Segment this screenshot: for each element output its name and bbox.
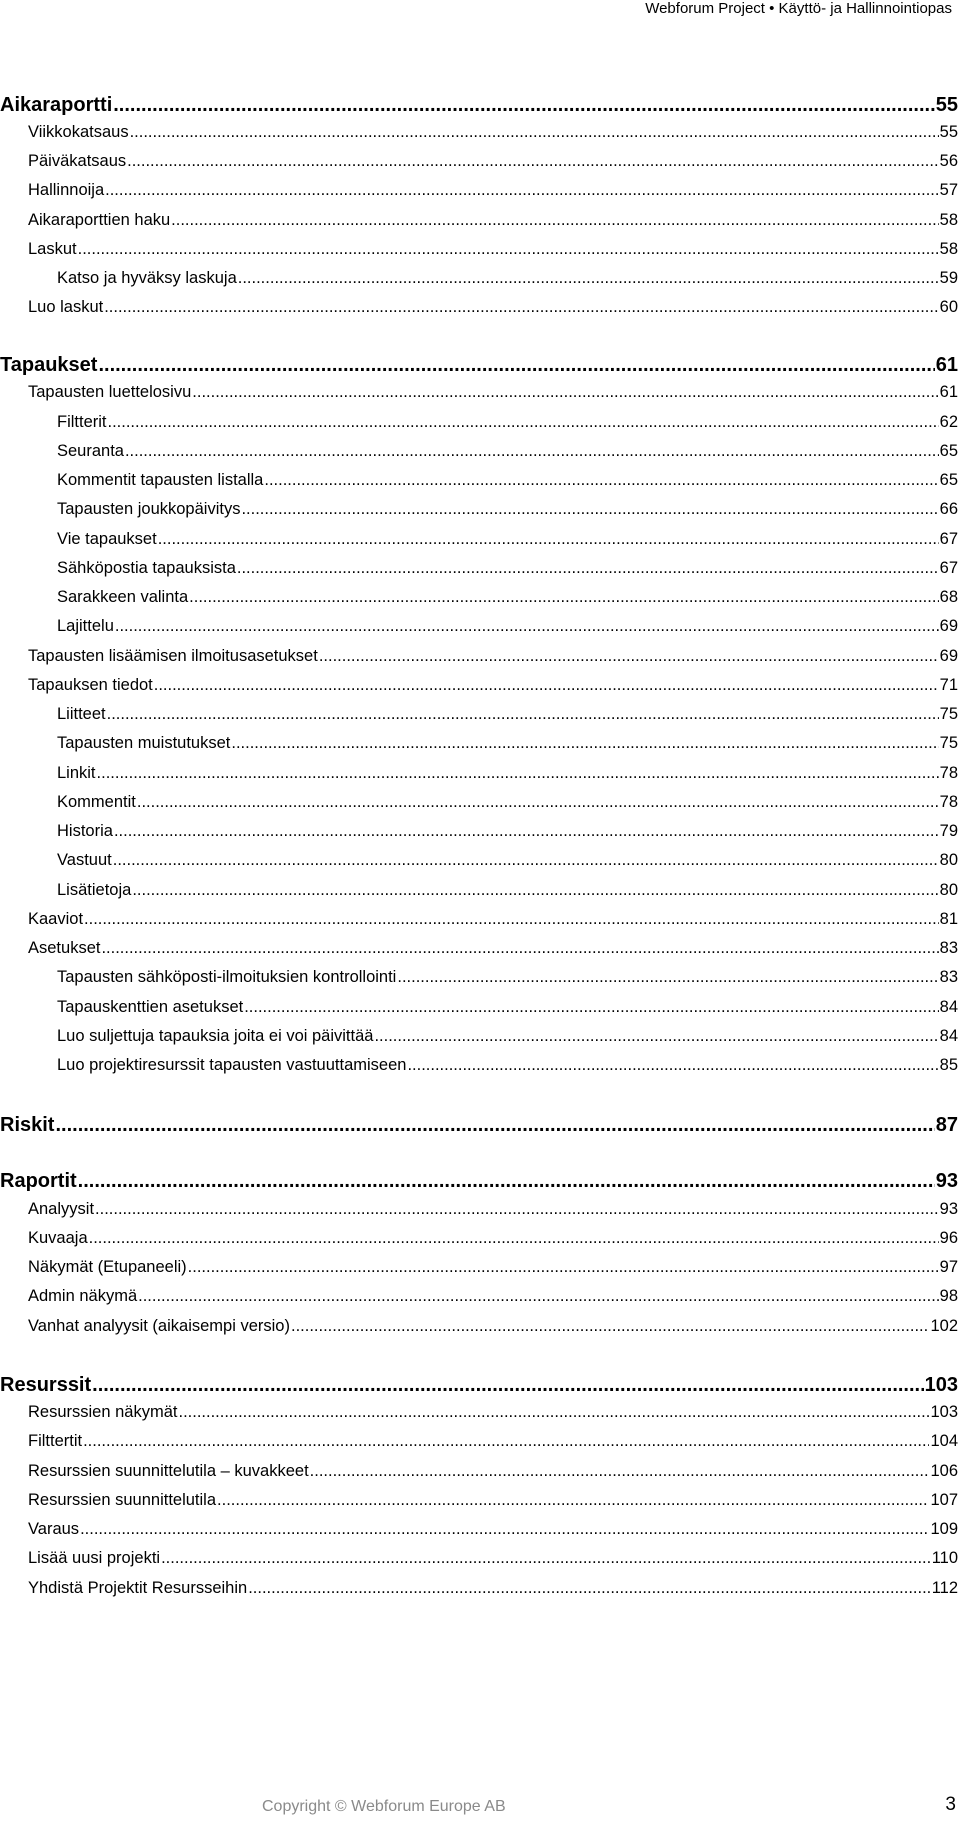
toc-page-number: 80 — [939, 851, 958, 869]
toc-entry-title: Viikkokatsaus — [28, 123, 129, 141]
toc-entry-title: Kommentit tapausten listalla — [57, 471, 264, 489]
toc-entry-title: Tapauskenttien asetukset — [57, 998, 244, 1016]
toc-entry[interactable] — [0, 181, 958, 200]
toc-entry-title: Kaaviot — [28, 910, 84, 928]
toc-entry[interactable] — [0, 1287, 958, 1306]
toc-entry-title: Lisätietoja — [57, 881, 132, 899]
toc-dot-leader — [161, 1549, 931, 1568]
toc-dot-leader — [113, 851, 939, 870]
toc-page-number: 75 — [939, 705, 958, 723]
toc-page-number: 87 — [935, 1114, 958, 1136]
toc-dot-leader — [238, 269, 939, 288]
toc-entry-title: Tapausten lisäämisen ilmoitusasetukset — [28, 647, 318, 665]
toc-dot-leader — [188, 1258, 939, 1277]
toc-page-number: 93 — [935, 1170, 958, 1192]
toc-entry-title: Asetukset — [28, 939, 101, 957]
toc-page-number: 78 — [939, 764, 958, 782]
toc-dot-leader — [132, 881, 938, 900]
toc-entry[interactable] — [0, 647, 958, 666]
toc-dot-leader — [407, 1056, 938, 1075]
toc-page-number: 109 — [930, 1520, 958, 1538]
toc-dot-leader — [291, 1317, 929, 1336]
toc-dot-leader — [310, 1462, 930, 1481]
toc-chapter[interactable] — [0, 94, 958, 117]
toc-entry[interactable] — [0, 1200, 958, 1219]
toc-dot-leader — [244, 998, 938, 1017]
toc-chapter[interactable] — [0, 1170, 958, 1193]
toc-page-number: 83 — [939, 939, 958, 957]
toc-entry-title: Aikaraporttien haku — [28, 211, 171, 229]
toc-page-number: 96 — [939, 1229, 958, 1247]
toc-page-number: 104 — [930, 1432, 958, 1450]
toc-dot-leader — [101, 939, 938, 958]
toc-entry-title: Laskut — [28, 240, 77, 258]
toc-entry[interactable] — [0, 910, 958, 929]
toc-entry-title: Linkit — [57, 764, 96, 782]
toc-entry-title: Lisää uusi projekti — [28, 1549, 161, 1567]
toc-page-number: 106 — [930, 1462, 958, 1480]
toc-entry[interactable] — [0, 939, 958, 958]
toc-entry-title: Näkymät (Etupaneeli) — [28, 1258, 187, 1276]
toc-entry[interactable] — [0, 968, 958, 987]
toc-entry[interactable] — [0, 881, 958, 900]
toc-page-number: 68 — [939, 588, 958, 606]
copyright-text: Copyright © Webforum Europe AB — [262, 1798, 506, 1815]
toc-dot-leader — [107, 705, 939, 724]
toc-page-number: 80 — [939, 881, 958, 899]
toc-page-number: 81 — [939, 910, 958, 928]
toc-entry-title: Seuranta — [57, 442, 124, 460]
page-footer — [0, 1796, 958, 1818]
toc-entry-title: Kuvaaja — [28, 1229, 88, 1247]
toc-entry-title: Hallinnoija — [28, 181, 105, 199]
toc-entry-title: Historia — [57, 822, 113, 840]
toc-entry[interactable] — [0, 152, 958, 171]
toc-entry[interactable] — [0, 1027, 958, 1046]
toc-dot-leader — [80, 1520, 929, 1539]
page-number: 3 — [945, 1794, 956, 1815]
toc-entry-title: Sarakkeen valinta — [57, 588, 189, 606]
toc-page-number: 67 — [939, 559, 958, 577]
toc-dot-leader — [104, 298, 938, 317]
toc-entry[interactable] — [0, 1403, 958, 1422]
toc-entry[interactable] — [0, 705, 958, 724]
toc-dot-leader — [178, 1403, 929, 1422]
toc-dot-leader — [89, 1229, 939, 1248]
toc-entry-title: Luo projektiresurssit tapausten vastuuttamiseen — [57, 1056, 407, 1074]
toc-entry-title: Liitteet — [57, 705, 106, 723]
toc-dot-leader — [154, 676, 939, 695]
toc-dot-leader — [158, 530, 939, 549]
toc-entry-title: Tapaukset — [0, 354, 98, 376]
toc-entry-title: Tapausten luettelosivu — [28, 383, 192, 401]
toc-dot-leader — [264, 471, 938, 490]
toc-entry[interactable] — [0, 851, 958, 870]
toc-entry-title: Resurssit — [0, 1374, 92, 1396]
toc-entry[interactable] — [0, 1229, 958, 1248]
toc-entry[interactable] — [0, 1317, 958, 1336]
toc-dot-leader — [108, 413, 939, 432]
toc-page-number: 66 — [939, 500, 958, 518]
toc-entry-title: Filttertit — [28, 1432, 83, 1450]
toc-entry-title: Päiväkatsaus — [28, 152, 127, 170]
toc-entry-title: Lajittelu — [57, 617, 114, 635]
toc-page-number: 103 — [924, 1374, 958, 1396]
toc-entry-title: Katso ja hyväksy laskuja — [57, 269, 237, 287]
toc-entry[interactable] — [0, 298, 958, 317]
toc-page-number: 98 — [939, 1287, 958, 1305]
toc-entry-title: Resurssien suunnittelutila — [28, 1491, 217, 1509]
toc-page-number: 57 — [939, 181, 958, 199]
toc-page-number: 107 — [930, 1491, 958, 1509]
toc-entry[interactable] — [0, 1258, 958, 1277]
toc-chapter[interactable] — [0, 354, 958, 377]
toc-dot-leader — [241, 500, 938, 519]
toc-entry[interactable] — [0, 471, 958, 490]
toc-entry-title: Raportit — [0, 1170, 77, 1192]
toc-page-number: 59 — [939, 269, 958, 287]
toc-entry-title: Vanhat analyysit (aikaisempi versio) — [28, 1317, 290, 1335]
toc-entry[interactable] — [0, 383, 958, 402]
toc-dot-leader — [130, 123, 939, 142]
toc-page-number: 58 — [939, 211, 958, 229]
toc-page-number: 61 — [935, 354, 958, 376]
toc-chapter[interactable] — [0, 1114, 958, 1137]
toc-page-number: 65 — [939, 471, 958, 489]
page-header-title: Webforum Project • Käyttö- ja Hallinnointiopas — [645, 0, 952, 17]
toc-entry[interactable] — [0, 1462, 958, 1481]
toc-entry-title: Filtterit — [57, 413, 107, 431]
toc-dot-leader — [248, 1579, 931, 1598]
toc-page-number: 85 — [939, 1056, 958, 1074]
toc-page-number: 93 — [939, 1200, 958, 1218]
toc-entry-title: Yhdistä Projektit Resursseihin — [28, 1579, 248, 1597]
toc-dot-leader — [78, 1170, 935, 1193]
toc-dot-leader — [105, 181, 939, 200]
toc-page-number: 58 — [939, 240, 958, 258]
toc-dot-leader — [171, 211, 938, 230]
toc-page-number: 61 — [939, 383, 958, 401]
toc-page-number: 67 — [939, 530, 958, 548]
toc-dot-leader — [97, 764, 939, 783]
toc-page-number: 112 — [931, 1579, 958, 1597]
toc-dot-leader — [127, 152, 939, 171]
toc-page-number: 55 — [939, 123, 958, 141]
toc-entry-title: Aikaraportti — [0, 94, 113, 116]
toc-entry[interactable] — [0, 413, 958, 432]
toc-dot-leader — [397, 968, 938, 987]
toc-entry[interactable] — [0, 822, 958, 841]
toc-page-number: 56 — [939, 152, 958, 170]
toc-chapter[interactable] — [0, 1374, 958, 1397]
toc-entry-title: Riskit — [0, 1114, 55, 1136]
toc-page-number: 110 — [931, 1549, 958, 1567]
toc-entry[interactable] — [0, 588, 958, 607]
toc-dot-leader — [84, 910, 939, 929]
toc-page-number: 55 — [935, 94, 958, 116]
toc-entry-title: Luo suljettuja tapauksia joita ei voi päivittää — [57, 1027, 374, 1045]
toc-page-number: 84 — [939, 998, 958, 1016]
toc-entry[interactable] — [0, 269, 958, 288]
toc-entry[interactable] — [0, 1432, 958, 1451]
toc-entry-title: Varaus — [28, 1520, 80, 1538]
toc-entry[interactable] — [0, 500, 958, 519]
toc-dot-leader — [95, 1200, 939, 1219]
toc-entry-title: Sähköpostia tapauksista — [57, 559, 236, 577]
toc-entry[interactable] — [0, 1056, 958, 1075]
toc-entry[interactable] — [0, 793, 958, 812]
toc-dot-leader — [113, 94, 935, 117]
toc-entry-title: Admin näkymä — [28, 1287, 138, 1305]
toc-dot-leader — [189, 588, 938, 607]
toc-entry[interactable] — [0, 617, 958, 636]
toc-dot-leader — [137, 793, 939, 812]
toc-dot-leader — [138, 1287, 939, 1306]
toc-entry-title: Tapausten joukkopäivitys — [57, 500, 241, 518]
toc-page-number: 79 — [939, 822, 958, 840]
toc-dot-leader — [92, 1374, 923, 1397]
toc-entry[interactable] — [0, 998, 958, 1017]
toc-page-number: 69 — [939, 617, 958, 635]
toc-entry-title: Tapausten muistutukset — [57, 734, 231, 752]
toc-dot-leader — [55, 1114, 934, 1137]
toc-page-number: 102 — [930, 1317, 958, 1335]
toc-entry-title: Tapausten sähköposti-ilmoituksien kontrollointi — [57, 968, 397, 986]
toc-entry[interactable] — [0, 1520, 958, 1539]
toc-entry[interactable] — [0, 1579, 958, 1598]
toc-page-number: 69 — [939, 647, 958, 665]
toc-entry[interactable] — [0, 734, 958, 753]
toc-page-number: 97 — [939, 1258, 958, 1276]
toc-page-number: 71 — [939, 676, 958, 694]
toc-page-number: 62 — [939, 413, 958, 431]
toc-dot-leader — [237, 559, 939, 578]
toc-entry[interactable] — [0, 123, 958, 142]
toc-dot-leader — [217, 1491, 929, 1510]
toc-dot-leader — [319, 647, 939, 666]
toc-entry[interactable] — [0, 1491, 958, 1510]
toc-dot-leader — [115, 617, 939, 636]
toc-dot-leader — [78, 240, 939, 259]
toc-entry[interactable] — [0, 240, 958, 259]
toc-entry-title: Vastuut — [57, 851, 112, 869]
toc-entry[interactable] — [0, 1549, 958, 1568]
toc-page-number: 65 — [939, 442, 958, 460]
toc-entry-title: Tapauksen tiedot — [28, 676, 153, 694]
toc-page-number: 75 — [939, 734, 958, 752]
toc-entry[interactable] — [0, 559, 958, 578]
toc-entry[interactable] — [0, 211, 958, 230]
toc-entry-title: Resurssien suunnittelutila – kuvakkeet — [28, 1462, 309, 1480]
toc-entry-title: Analyysit — [28, 1200, 95, 1218]
toc-dot-leader — [125, 442, 939, 461]
toc-page-number: 78 — [939, 793, 958, 811]
toc-entry-title: Kommentit — [57, 793, 136, 811]
toc-page-number: 60 — [939, 298, 958, 316]
toc-entry[interactable] — [0, 676, 958, 695]
toc-entry-title: Vie tapaukset — [57, 530, 157, 548]
toc-entry[interactable] — [0, 442, 958, 461]
toc-dot-leader — [83, 1432, 929, 1451]
toc-page-number: 103 — [930, 1403, 958, 1421]
toc-dot-leader — [114, 822, 939, 841]
toc-entry-title: Resurssien näkymät — [28, 1403, 178, 1421]
toc-dot-leader — [374, 1027, 938, 1046]
toc-dot-leader — [192, 383, 938, 402]
toc-entry-title: Luo laskut — [28, 298, 104, 316]
toc-entry[interactable] — [0, 764, 958, 783]
toc-entry[interactable] — [0, 530, 958, 549]
toc-dot-leader — [98, 354, 934, 377]
toc-dot-leader — [231, 734, 938, 753]
toc-page-number: 83 — [939, 968, 958, 986]
toc-page-number: 84 — [939, 1027, 958, 1045]
